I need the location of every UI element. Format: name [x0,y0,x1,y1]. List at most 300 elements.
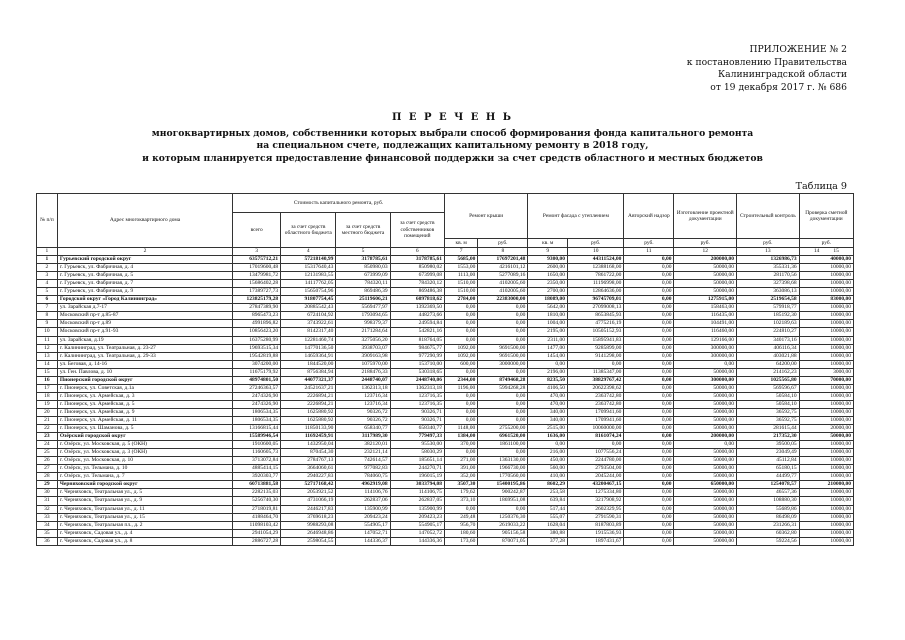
row-number: 24 [37,441,58,449]
table-row [37,465,854,473]
header-regional: за счет средств областного бюджета [281,213,336,248]
row-value: 10000,00 [799,336,853,344]
row-value: 13479981,72 [233,272,281,280]
row-value: 129166,00 [674,336,737,344]
row-value: 0,00 [624,312,674,320]
column-number: 8 [478,248,528,256]
row-value: 0,00 [478,400,528,408]
row-value: 8235,50 [528,376,568,384]
header-docs: Изготовление проектной документации [674,194,737,239]
row-value: 46557,36 [737,489,800,497]
row-value: 83000,00 [799,296,853,304]
row-value: 1362313,18 [336,384,390,392]
row-value: 50000,00 [674,272,737,280]
row-value: 44499,77 [737,473,800,481]
row-value: 10000,00 [799,264,853,272]
row-value: 784320,11 [336,280,390,288]
row-value: 0,00 [444,449,477,457]
row-value: 0,00 [478,336,528,344]
row-address: г. Пионерск, ул. Шаманова, д. 5 [57,425,232,433]
row-value: 382120,01 [336,441,390,449]
row-number: 22 [37,425,58,433]
row-value: 2755200,00 [478,425,528,433]
row-value: 0,00 [674,441,737,449]
row-value: 0,00 [624,433,674,441]
row-number: 1 [37,256,58,264]
document-title [0,112,905,165]
row-value: 406116,34 [737,344,800,352]
row-value: 210000,00 [799,481,853,489]
row-address: Черняховский городской округ [57,481,232,489]
row-number: 15 [37,368,58,376]
row-value: 123716,34 [336,392,390,400]
row-value: 1025565,80 [737,376,800,384]
table-row [37,529,854,537]
row-value: 15895941,83 [568,336,624,344]
row-value: 9300,00 [528,256,568,264]
row-number: 36 [37,537,58,545]
row-value: 86498,09 [737,513,800,521]
row-value: 0,00 [624,256,674,264]
row-value: 1709941,60 [568,416,624,424]
row-value: 1861100,00 [478,441,528,449]
row-value: 8749468,28 [478,376,528,384]
header-address: Адрес многоквартирного дома [57,194,232,248]
column-number: 11 [624,248,674,256]
row-address: г. Пионерск, ул. Армейская, д. 11 [57,416,232,424]
row-value: 43200467,15 [568,481,624,489]
row-value: 0,00 [624,457,674,465]
row-value: 12864636,00 [568,288,624,296]
row-value: 5277089,16 [478,272,528,280]
header-control: Строительный контроль [737,194,800,239]
column-number: 13 [737,248,800,256]
district-total-row [37,433,854,441]
row-value: 3713072,84 [233,457,281,465]
row-value: 173,60 [444,537,477,545]
table-row [37,449,854,457]
row-value: 144336,36 [390,537,444,545]
row-value: 0,00 [624,513,674,521]
row-value: 1510,00 [444,288,477,296]
row-value: 0,00 [444,336,477,344]
row-number: 17 [37,384,58,392]
row-value: 673999,09 [336,272,390,280]
row-value: 95530,00 [390,441,444,449]
column-numbers-row [37,248,854,256]
row-value: 10000,00 [799,408,853,416]
row-address: г. Озёрск, ул. Тельмана, д. 7 [57,473,232,481]
row-value: 0,00 [624,425,674,433]
title-line: и которым планируется предоставление финансовой поддержки за счет средств областного и местных бюджетов [142,152,763,164]
row-value: 0,00 [478,312,528,320]
row-value: 3938703,07 [336,344,390,352]
column-number: 9 [528,248,568,256]
row-value: 0,00 [624,416,674,424]
row-value: 50000,00 [674,489,737,497]
row-value: 50000,00 [674,288,737,296]
row-value: 10856423,20 [233,328,281,336]
row-value: 1810,00 [528,312,568,320]
row-value: 90326,71 [390,408,444,416]
row-value: 2784,00 [444,296,477,304]
row-address: г. Озёрск, ул. Тельмана, д. 10 [57,465,232,473]
row-value: 12388168,00 [568,264,624,272]
row-value: 10000,00 [799,384,853,392]
row-value: 956,70 [444,521,477,529]
row-value: 10000,00 [799,416,853,424]
row-number: 14 [37,360,58,368]
row-value: 0,00 [624,505,674,513]
table-row [37,537,854,545]
row-value: 1075970,00 [336,360,390,368]
row-value: 11675179,92 [233,368,281,376]
table-row [37,400,854,408]
row-value: 818764,05 [390,336,444,344]
row-value: 15317640,43 [281,264,336,272]
row-address: г. Гурьевск, ул. Фабричная, д. 4 [57,264,232,272]
row-value: 4102005,60 [478,280,528,288]
row-value: 123716,35 [390,392,444,400]
row-value: 50000,00 [674,400,737,408]
row-value: 0,00 [444,312,477,320]
row-value: 0,00 [624,272,674,280]
row-value: 1628,04 [528,521,568,529]
row-value: 2791590,31 [568,513,624,521]
row-value: 20000,00 [799,425,853,433]
row-value: 9141298,00 [568,352,624,360]
table-row [37,320,854,328]
row-value: 0,00 [624,336,674,344]
header-local: за счет средств местного бюджета [336,213,390,248]
row-value: 50000,00 [674,392,737,400]
row-value: 231266,31 [737,521,800,529]
row-value: 10000,00 [799,288,853,296]
row-value: 3743922,61 [281,320,336,328]
row-value: 1092,00 [444,352,477,360]
row-value: 2196,00 [528,368,568,376]
row-value: 0,00 [444,328,477,336]
header-roof: Ремонт крыши [444,194,527,239]
row-value: 0,00 [624,304,674,312]
row-value: 9285899,00 [568,344,624,352]
row-value: 8965473,23 [233,312,281,320]
row-value: 3117989,30 [336,433,390,441]
row-value: 10000,00 [799,449,853,457]
row-value: 470,00 [528,400,568,408]
row-value: 70000,00 [799,376,853,384]
row-value: 25119606,21 [336,296,390,304]
row-value: 104491,00 [674,320,737,328]
row-value: 249594,84 [390,320,444,328]
row-value: 1650,00 [528,272,568,280]
row-value: 850980,03 [336,264,390,272]
row-value: 2602329,95 [568,505,624,513]
row-value: 2940227,83 [281,473,336,481]
table-row [37,384,854,392]
row-value: 16375280,99 [233,336,281,344]
row-value: 0,00 [478,368,528,376]
row-value: 2448740,06 [390,376,444,384]
row-value: 850980,02 [390,264,444,272]
row-value: 0,00 [624,264,674,272]
column-number: 10 [568,248,624,256]
row-value: 2515,00 [528,425,568,433]
row-value: 3033794,08 [390,481,444,489]
row-value: 905156,58 [478,529,528,537]
row-value: 2718019,81 [233,505,281,513]
row-value: 50000,00 [674,529,737,537]
row-number: 20 [37,408,58,416]
row-value: 147052,72 [390,529,444,537]
row-value: 900242,87 [478,489,528,497]
table-row [37,368,854,376]
row-value: 1793094,65 [336,312,390,320]
row-value: 96745709,01 [568,296,624,304]
row-value: 639,84 [528,497,568,505]
appendix-line: к постановлению Правительства [686,56,847,68]
row-value: 1966730,00 [478,465,528,473]
row-value: 20885542,43 [281,304,336,312]
row-number: 33 [37,513,58,521]
header-num: № п/п [37,194,58,248]
row-value: 0,00 [478,449,528,457]
row-value: 116435,00 [674,312,737,320]
row-value: 20622398,62 [568,384,624,392]
title-heading: П Е Р Е Ч Е Н Ь [391,112,514,123]
row-value: 10000,00 [799,473,853,481]
row-value: 1510,00 [444,280,477,288]
row-value: 1275915,00 [674,296,737,304]
row-value: 784320,12 [390,280,444,288]
row-number: 27 [37,465,58,473]
row-value: 281170,56 [737,272,800,280]
appendix-line: ПРИЛОЖЕНИЕ № 2 [749,44,847,55]
row-address: ул. Беговая, д. 14-16 [57,360,232,368]
row-value: 658340,77 [336,425,390,433]
row-value: 11850133,90 [281,425,336,433]
row-address: г. Черняховск, Садовая ул., д. 4 [57,529,232,537]
row-value: 232121,14 [336,449,390,457]
row-value: 554905,17 [336,521,390,529]
row-value: 179,62 [444,489,477,497]
district-total-row [37,481,854,489]
table-row [37,513,854,521]
row-value: 108880,30 [737,497,800,505]
row-value: 6724104,92 [281,312,336,320]
row-value: 0,00 [674,360,737,368]
row-value: 1844520,00 [281,360,336,368]
row-value: 0,00 [444,392,477,400]
row-address: г. Озёрск, ул. Московская, д. 10 [57,457,232,465]
row-value: 579918,77 [737,304,800,312]
row-address: г. Черняховск, Театральная пл., д. 2 [57,521,232,529]
row-value: 3000000,00 [478,360,528,368]
row-value: 1160605,73 [233,449,281,457]
row-value: 0,00 [624,441,674,449]
row-value: 244270,71 [390,465,444,473]
row-number: 4 [37,280,58,288]
row-value: 977082,83 [336,465,390,473]
row-number: 6 [37,296,58,304]
row-value: 200000,00 [674,433,737,441]
row-value: 8653845,93 [568,312,624,320]
row-value: 123716,34 [336,400,390,408]
row-value: 10000,00 [799,489,853,497]
table-row [37,336,854,344]
row-number: 9 [37,320,58,328]
row-value: 2244780,00 [568,457,624,465]
row-value: 0,00 [624,497,674,505]
row-value: 262837,05 [390,497,444,505]
row-value: 50000,00 [674,473,737,481]
row-value: 1897431,67 [568,537,624,545]
row-value: 158463,00 [674,304,737,312]
row-value: 870071,05 [478,537,528,545]
row-value: 5569477,97 [336,304,390,312]
table-row [37,425,854,433]
row-address: ул. Ген. Павлова, д. 10 [57,368,232,376]
row-value: 0,00 [624,344,674,352]
row-value: 18089,00 [528,296,568,304]
row-value: 2646948,86 [281,529,336,537]
row-value: 0,00 [444,320,477,328]
row-value: 14659364,91 [281,352,336,360]
row-value: 1250376,30 [478,513,528,521]
row-number: 25 [37,449,58,457]
row-value: 180,60 [444,529,477,537]
row-address: ул. Зарайская, д.19 [57,336,232,344]
row-value: 0,00 [624,392,674,400]
row-address: Московский пр-т д.89 [57,320,232,328]
row-value: 90326,71 [390,416,444,424]
column-number: 6 [390,248,444,256]
row-value: 11385347,00 [568,368,624,376]
row-value: 15400195,86 [478,481,528,489]
row-value: 1709941,60 [568,408,624,416]
table-row [37,473,854,481]
row-value: 50000,00 [674,457,737,465]
row-value: 1625880,92 [281,416,336,424]
row-address: Московский пр-т д.85-87 [57,312,232,320]
row-value: 2363742,80 [568,400,624,408]
row-value: 10000,00 [799,320,853,328]
row-value: 9691500,00 [478,352,528,360]
row-value: 52717168,42 [281,481,336,489]
column-number: 4 [281,248,336,256]
row-value: 2053921,52 [281,489,336,497]
row-value: 5256740,30 [233,497,281,505]
row-value: 0,00 [624,360,674,368]
row-value: 2941054,29 [233,529,281,537]
row-number: 23 [37,433,58,441]
row-value: 1362313,18 [390,384,444,392]
row-value: 50000,00 [674,425,737,433]
row-value: 0,00 [624,400,674,408]
title-line: многоквартирных домов, собственники которых выбрали способ формирования фонда капитального ремонта [151,127,754,139]
row-value: 10000,00 [799,344,853,352]
row-value: 153710,00 [390,360,444,368]
row-value: 2311,00 [528,336,568,344]
row-value: 4106,50 [528,384,568,392]
row-value: 8161074,24 [568,433,624,441]
row-value: 658340,77 [390,425,444,433]
table-row [37,272,854,280]
row-address: г. Черняховск, Театральная ул., д. 15 [57,513,232,521]
row-value: 0,00 [624,376,674,384]
column-number: 14 15 [799,248,853,256]
row-value: 2600,00 [528,264,568,272]
row-value: 530318,65 [390,368,444,376]
row-value: 262837,06 [336,497,390,505]
column-number: 3 [233,248,281,256]
row-number: 26 [37,457,58,465]
row-value: 0,00 [624,473,674,481]
row-value: 15650754,96 [281,288,336,296]
row-value: 3920303,77 [233,473,281,481]
row-value: 15589946,54 [233,433,281,441]
row-value: 90326,72 [336,416,390,424]
row-value: 2448740,07 [336,376,390,384]
row-value: 50584,10 [737,400,800,408]
row-value: 50000,00 [674,280,737,288]
header-check: Проверка сметной документации [799,194,853,239]
row-value: 2474326,90 [233,400,281,408]
row-value: 58030,29 [390,449,444,457]
row-value: 57218140,99 [281,256,336,264]
row-value: 45112,84 [737,457,800,465]
appendix-line: от 19 декабря 2017 г. № 686 [710,81,847,93]
row-value: 50000,00 [799,433,853,441]
row-value: 14770136,50 [281,344,336,352]
row-value: 0,00 [624,537,674,545]
row-value: 0,00 [624,408,674,416]
row-value: 0,00 [444,400,477,408]
table-row [37,288,854,296]
row-value: 44077321,37 [281,376,336,384]
row-value: 64200,00 [737,360,800,368]
row-value: 1477,00 [528,344,568,352]
row-value: 90326,72 [336,408,390,416]
row-value: 50000,00 [674,384,737,392]
row-value: 50000,00 [674,465,737,473]
row-address: Пионерский городской округ [57,376,232,384]
row-number: 2 [37,264,58,272]
row-value: 36592,75 [737,416,800,424]
row-value: 1770560,00 [478,473,528,481]
row-value: 1326986,73 [737,256,800,264]
row-value: 10000,00 [799,537,853,545]
row-value: 0,00 [478,416,528,424]
table-row [37,360,854,368]
row-value: 63575712,21 [233,256,281,264]
column-number: 7 [444,248,477,256]
row-value: 2226894,21 [281,392,336,400]
row-value: 50000,00 [674,513,737,521]
row-value: 6097818,62 [390,296,444,304]
row-value: 373,10 [444,497,477,505]
row-value: 1869951,08 [478,497,528,505]
row-value: 10000,00 [799,465,853,473]
column-number: 12 [674,248,737,256]
header-unit: кв. м [444,239,477,248]
row-value: 59224,56 [737,537,800,545]
row-value: 5642,00 [528,304,568,312]
row-value: 554905,17 [390,521,444,529]
row-value: 300000,00 [674,352,737,360]
row-value: 784060,75 [336,473,390,481]
row-value: 36592,75 [737,408,800,416]
